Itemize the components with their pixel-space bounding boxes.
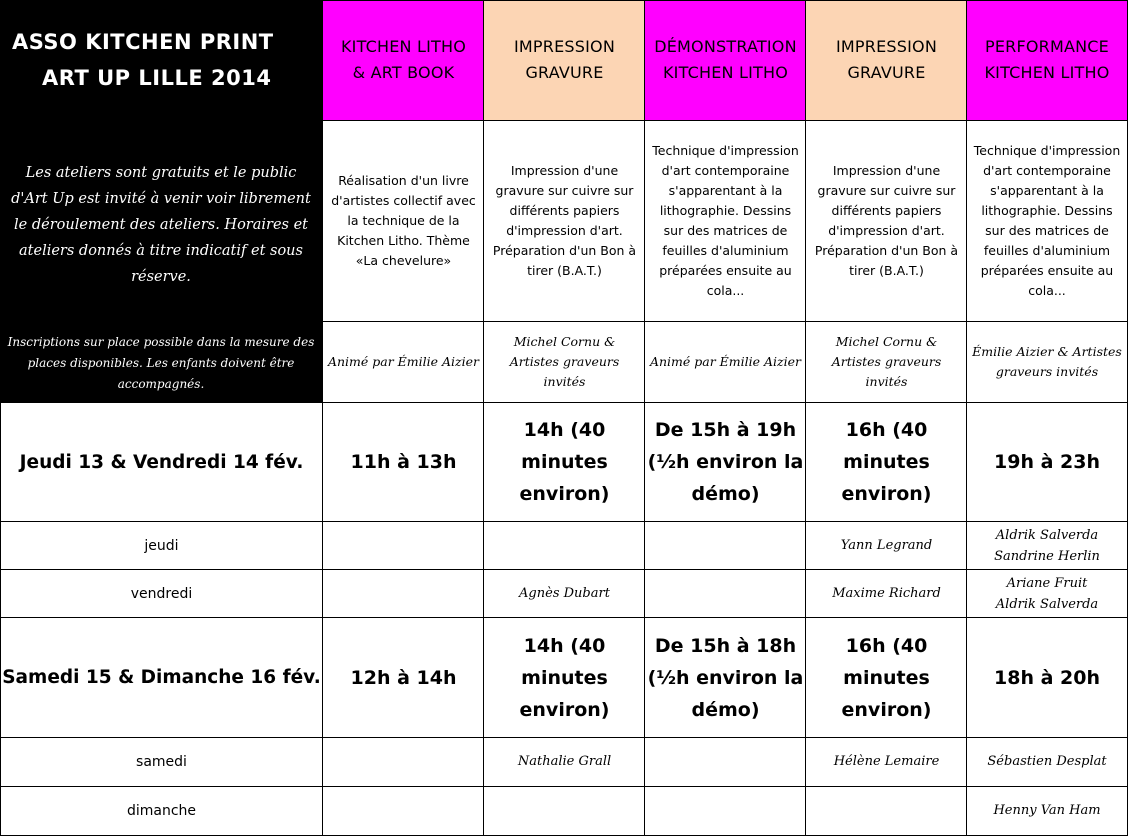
column-description: Impression d'une gravure sur cuivre sur différents papiers d'impression d'art. Préparation d'un Bon à tirer (B.A.T.) [492, 163, 637, 278]
row-label-jeudi: jeudi [144, 537, 179, 554]
grid-line [0, 402, 1, 836]
page-title-line2: ART UP LILLE 2014 [42, 66, 272, 90]
row-label-vendredi: vendredi [130, 585, 193, 602]
header-line: DÉMONSTRATION [654, 37, 797, 56]
grid-line [805, 0, 806, 836]
column-description: Technique d'impression d'art contemporaine s'apparentant à la lithographie. Dessins sur des matrices de feuilles d'aluminium préparées ensuite au cola... [652, 143, 799, 298]
header-line: IMPRESSION [514, 37, 615, 56]
column-animator: Michel Cornu & Artistes graveurs invités [509, 334, 620, 389]
grid-line [322, 321, 1128, 322]
header-line: KITCHEN LITHO [662, 63, 789, 82]
artist-cell [323, 522, 484, 569]
artist-cell: Henny Van Ham [993, 803, 1101, 818]
header-line: KITCHEN LITHO [340, 37, 467, 56]
column-animator: Animé par Émilie Aizier [649, 354, 802, 369]
time-cell: 11h à 13h [350, 451, 457, 473]
grid-line [322, 120, 1128, 121]
artist-cell: Sébastien Desplat [987, 754, 1107, 769]
grid-line [0, 835, 1128, 836]
grid-line [322, 0, 1128, 1]
grid-line [966, 0, 967, 836]
column-description: Réalisation d'un livre d'artistes collectif avec la technique de la Kitchen Litho. Thème «La chevelure» [331, 173, 476, 268]
artist-cell [645, 787, 806, 835]
intro-text: Les ateliers sont gratuits et le public d'Art Up est invité à venir voir librement le déroulement des ateliers. Horaires et ateliers donnés à titre indicatif et sous réserve. [11, 165, 311, 285]
time-cell: 14h (40 minutes environ) [519, 419, 610, 505]
artist-cell: Yann Legrand [840, 537, 933, 553]
header-line: IMPRESSION [836, 37, 937, 56]
row-label-samedi: samedi [136, 754, 187, 770]
grid-line [322, 0, 323, 836]
grid-line [0, 521, 1128, 522]
grid-line [0, 737, 1128, 738]
grid-line [0, 786, 1128, 787]
column-description: Technique d'impression d'art contemporaine s'apparentant à la lithographie. Dessins sur des matrices de feuilles d'aluminium préparées ensuite au cola... [973, 143, 1121, 298]
column-animator: Michel Cornu & Artistes graveurs invités [831, 334, 942, 389]
artist-cell [645, 570, 806, 617]
time-cell: 19h à 23h [994, 451, 1100, 473]
row-label-dimanche: dimanche [126, 803, 197, 819]
artist-cell: Maxime Richard [832, 585, 941, 601]
artist-cell [323, 787, 484, 835]
time-cell: De 15h à 18h (½h environ la démo) [647, 634, 804, 721]
time-cell: De 15h à 19h (½h environ la démo) [647, 419, 804, 505]
grid-line [1127, 0, 1128, 836]
column-header-kitchen-litho-art-book [323, 0, 484, 120]
time-cell: 18h à 20h [994, 666, 1100, 689]
artist-cell: Ariane Fruit Aldrik Salverda [995, 575, 1099, 612]
column-animator: Animé par Émilie Aizier [327, 354, 480, 369]
column-description: Impression d'une gravure sur cuivre sur différents papiers d'impression d'art. Préparation d'un Bon à tirer (B.A.T.) [814, 163, 959, 278]
artist-cell: Agnès Dubart [519, 585, 610, 601]
column-header-impression-gravure-2 [806, 0, 967, 120]
time-cell: 16h (40 minutes environ) [841, 419, 932, 505]
artist-cell [806, 787, 967, 835]
artist-cell [645, 738, 806, 786]
artist-cell: Aldrik Salverda Sandrine Herlin [994, 527, 1100, 564]
time-cell: 14h (40 minutes environ) [519, 634, 610, 721]
column-header-performance-kitchen-litho [967, 0, 1127, 120]
artist-cell [645, 522, 806, 569]
artist-cell [323, 570, 484, 617]
artist-cell [484, 787, 645, 835]
time-cell: 16h (40 minutes environ) [841, 634, 932, 721]
grid-line [0, 617, 1128, 618]
artist-cell [484, 522, 645, 569]
page-title-line1: ASSO KITCHEN PRINT [12, 30, 274, 54]
registration-note: Inscriptions sur place possible dans la mesure des places disponibles. Les enfants doivent être accompagnés. [7, 335, 315, 391]
time-cell: 12h à 14h [350, 666, 457, 689]
artist-cell [323, 738, 484, 786]
header-line: KITCHEN LITHO [984, 63, 1110, 82]
column-header-impression-gravure [484, 0, 645, 120]
artist-cell: Hélène Lemaire [833, 754, 940, 769]
grid-line [0, 569, 1128, 570]
header-line: PERFORMANCE [984, 37, 1109, 56]
row-label-samedi-dimanche: Samedi 15 & Dimanche 16 fév. [2, 667, 321, 688]
column-header-demonstration-kitchen-litho [645, 0, 806, 120]
row-label-jeudi-vendredi: Jeudi 13 & Vendredi 14 fév. [19, 451, 304, 473]
grid-line [0, 402, 1128, 403]
column-animator: Émilie Aizier & Artistes graveurs invités [972, 344, 1122, 379]
header-line: & ART BOOK [352, 63, 455, 82]
grid-line [483, 0, 484, 836]
artist-cell: Nathalie Grall [517, 754, 612, 769]
header-line: GRAVURE [847, 63, 926, 82]
grid-line [644, 0, 645, 836]
header-line: GRAVURE [525, 63, 604, 82]
